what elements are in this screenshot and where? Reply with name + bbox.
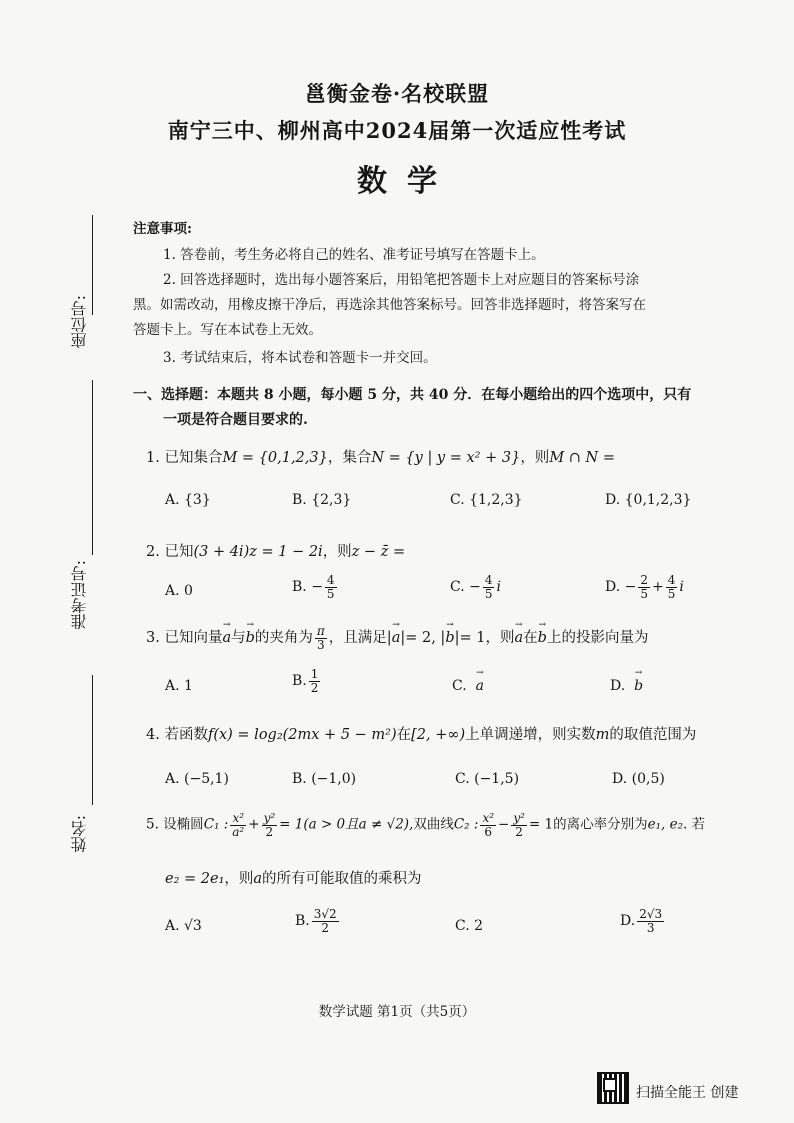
q3-text-2: 与 [231, 630, 246, 647]
q1-option-b: B. {2,3} [292, 492, 352, 508]
q2-option-b-fraction [325, 574, 337, 600]
notice-title: 注意事项: [133, 221, 192, 237]
q3-option-d [610, 678, 643, 694]
q2-b-denominator: 5 [326, 586, 335, 601]
q5-eccentricities: e₁, e₂ [647, 816, 684, 833]
q2-d-denominator-2: 5 [667, 586, 676, 601]
q5-ellipse-condition: = 1(a > 0且a ≠ √2), [279, 816, 414, 833]
notice-item-3: 3. 考试结束后，将本试卷和答题卡一并交回。 [163, 350, 437, 366]
q4-function: f(x) = log₂(2mx + 5 − m²) [207, 727, 397, 743]
q3-vector-a: → a [222, 630, 231, 646]
q3-angle-numerator: π [316, 624, 325, 638]
q1-option-a: A. {3} [165, 492, 211, 508]
q5-ellipse-x-num: x² [230, 812, 246, 826]
q2-d-denominator-1: 5 [640, 586, 648, 601]
q4-interval: [2, +∞) [411, 727, 466, 743]
q5-b-denominator: 2 [321, 920, 330, 935]
qr-code-icon [597, 1072, 629, 1104]
q5-text-1: 设椭圆 [163, 816, 204, 833]
q5-ellipse-x-term [230, 812, 246, 838]
q5-option-a: A. √3 [165, 918, 202, 934]
scanner-watermark: 扫描全能王 创建 [636, 1085, 739, 1101]
question-5 [146, 812, 705, 838]
q3-vector-b: → b [246, 630, 255, 646]
seat-line [92, 215, 93, 315]
q5-d-numerator: 2√3 [639, 907, 663, 921]
q5-text-3: = 1的离心率分别为 [528, 816, 648, 833]
question-2 [146, 540, 405, 561]
seat-label: 座位号: [70, 295, 89, 349]
q4-option-b: B. (−1,0) [292, 771, 357, 787]
q5-number: 5. [146, 816, 159, 833]
q3-b-numerator: 1 [310, 667, 319, 681]
q3-b-denominator: 2 [310, 680, 319, 695]
subject-title: 数学 [357, 164, 457, 199]
q3-text-6: |= 1，则 [454, 630, 515, 647]
notice-item-2b: 黑。如需改动，用橡皮擦干净后，再选涂其他答案标号。回答非选择题时，将答案写在 [133, 297, 646, 313]
q2-option-c-suffix: i [496, 579, 501, 596]
q3-text-1: 已知向量 [164, 630, 223, 647]
q2-option-b-prefix: B. − [292, 579, 323, 596]
q4-option-d: D. (0,5) [612, 771, 665, 787]
q2-text-2: ，则 [322, 544, 352, 560]
q3-option-c [452, 678, 484, 694]
q4-text-3: 上单调递增，则实数 [465, 727, 596, 743]
q5-option-d-prefix: D. [620, 913, 636, 930]
section-heading-line2: 一项是符合题目要求的. [163, 412, 308, 428]
q4-text-4: 的取值范围为 [609, 727, 697, 743]
q5-option-d [620, 908, 666, 934]
exam-title: 南宁三中、柳州高中2024届第一次适应性考试 [167, 118, 627, 143]
q5-text-5: ，则 [224, 871, 254, 887]
admission-line [92, 380, 93, 555]
q2-number: 2. [146, 544, 160, 560]
q2-c-numerator: 4 [484, 573, 493, 587]
q3-text-7: 在 [523, 630, 538, 647]
question-3 [146, 625, 648, 651]
q1-option-d: D. {0,1,2,3} [605, 492, 692, 508]
q3-angle-fraction [315, 625, 327, 651]
q4-variable-m: m [595, 727, 610, 743]
q3-option-d-vector: → b [634, 678, 643, 694]
q1-intersection: M ∩ N = [549, 450, 615, 466]
q5-ellipse-label: C₁ : [203, 816, 229, 833]
q3-angle-denominator: 3 [317, 637, 325, 652]
q3-vector-a-2: → a [392, 630, 401, 646]
q5-option-b-fraction [312, 908, 339, 934]
page-footer: 数学试题 第1页（共5页） [318, 1004, 476, 1020]
q3-vector-b-2: → b [445, 630, 454, 646]
q2-option-d-prefix: D. − [605, 579, 637, 596]
q5-text-2: 双曲线 [413, 816, 454, 833]
name-line [92, 675, 93, 805]
notice-item-2a: 2. 回答选择题时，选出每小题答案后，用铅笔把答题卡上对应题目的答案标号涂 [163, 272, 640, 288]
admission-label: 准考证号: [70, 560, 89, 630]
q5-hyperbola-y-num: y² [513, 811, 525, 825]
q5-ellipse-y-den: 2 [265, 824, 274, 839]
q2-option-d-fraction-1 [638, 574, 650, 600]
q1-text-1: 已知集合 [164, 450, 223, 466]
q3-option-c-vector: → a [476, 678, 484, 694]
q1-text-2: ，集合 [327, 450, 372, 466]
name-label: 姓名: [70, 815, 89, 853]
q5-hyperbola-x-num: x² [482, 811, 495, 825]
q5-hyperbola-x-term [480, 812, 496, 838]
notice-item-2c: 答题卡上。写在本试卷上无效。 [133, 322, 322, 338]
q1-set-m: M = {0,1,2,3} [222, 450, 328, 466]
q5-relation: e₂ = 2e₁ [165, 871, 225, 887]
q5-b-numerator: 3√2 [313, 907, 337, 921]
q3-number: 3. [146, 630, 160, 647]
q2-option-c-prefix: C. − [450, 579, 481, 596]
q3-text-3: 的夹角为 [254, 630, 313, 647]
q2-text-1: 已知 [164, 544, 194, 560]
q2-expression: z − z̄ = [351, 544, 406, 560]
q5-ellipse-y-term [262, 812, 278, 838]
q4-text-1: 若函数 [164, 727, 208, 743]
q5-ellipse-x-den: a² [232, 824, 245, 839]
q2-d-numerator-1: 2 [640, 573, 648, 587]
notice-item-1: 1. 答卷前，考生务必将自己的姓名、准考证号填写在答题卡上。 [163, 247, 545, 263]
q2-option-c-fraction [483, 574, 495, 600]
q5-variable-a: a [253, 871, 263, 887]
q2-option-c [450, 574, 501, 600]
q3-text-5: |= 2, | [400, 630, 446, 647]
q4-number: 4. [146, 727, 160, 743]
q2-option-d-suffix: i [679, 579, 684, 596]
question-4 [146, 723, 696, 744]
q1-option-c: C. {1,2,3} [450, 492, 523, 508]
q1-number: 1. [146, 450, 160, 466]
q3-option-a: A. 1 [165, 678, 193, 694]
q5-text-6: 的所有可能取值的乘积为 [262, 871, 422, 887]
q5-ellipse-y-num: y² [263, 811, 276, 825]
q4-option-c: C. (−1,5) [455, 771, 520, 787]
q3-vector-b-3: → b [538, 630, 547, 646]
q3-vector-a-3: → a [515, 630, 524, 646]
q5-hyperbola-y-den: 2 [515, 824, 523, 839]
q2-b-numerator: 4 [326, 573, 335, 587]
q2-d-numerator-2: 4 [667, 573, 676, 587]
q5-plus: + [248, 816, 260, 833]
q2-equation: (3 + 4i)z = 1 − 2i [193, 544, 323, 560]
q3-text-4: ，且满足| [328, 630, 392, 647]
q5-option-d-fraction [637, 908, 664, 934]
q1-text-3: ，则 [520, 450, 550, 466]
q5-hyperbola-y-term [511, 812, 527, 838]
q2-option-b [292, 574, 339, 600]
q2-option-d-plus: + [652, 579, 664, 596]
q3-text-8: 上的投影向量为 [546, 630, 649, 647]
q5-hyperbola-x-den: 6 [484, 824, 493, 839]
q3-option-c-prefix: C. [452, 678, 467, 694]
q4-option-a: A. (−5,1) [165, 771, 229, 787]
q5-d-denominator: 3 [646, 920, 655, 935]
q3-option-d-prefix: D. [610, 678, 626, 694]
q5-option-b-prefix: B. [295, 913, 310, 930]
q2-option-d-fraction-2 [666, 574, 678, 600]
question-5-line2 [165, 867, 422, 888]
q4-text-2: 在 [396, 727, 412, 743]
q3-option-b-prefix: B. [292, 673, 307, 690]
section-heading-line1: 一、选择题：本题共 8 小题，每小题 5 分，共 40 分．在每小题给出的四个选项中，只有 [133, 387, 692, 403]
q2-c-denominator: 5 [484, 586, 493, 601]
q3-option-b [292, 668, 322, 694]
q5-text-4: . 若 [683, 816, 706, 833]
q1-set-n: N = {y | y = x² + 3} [371, 450, 521, 466]
q5-option-c: C. 2 [455, 918, 484, 934]
q2-option-d [605, 574, 684, 600]
q3-option-b-fraction [309, 668, 321, 694]
q5-option-b [295, 908, 341, 934]
q5-hyperbola-label: C₂ : [453, 816, 479, 833]
q5-minus: − [498, 816, 510, 833]
question-1 [146, 446, 615, 467]
q2-option-a: A. 0 [165, 583, 193, 599]
exam-series-title: 邕衡金卷·名校联盟 [304, 81, 490, 106]
